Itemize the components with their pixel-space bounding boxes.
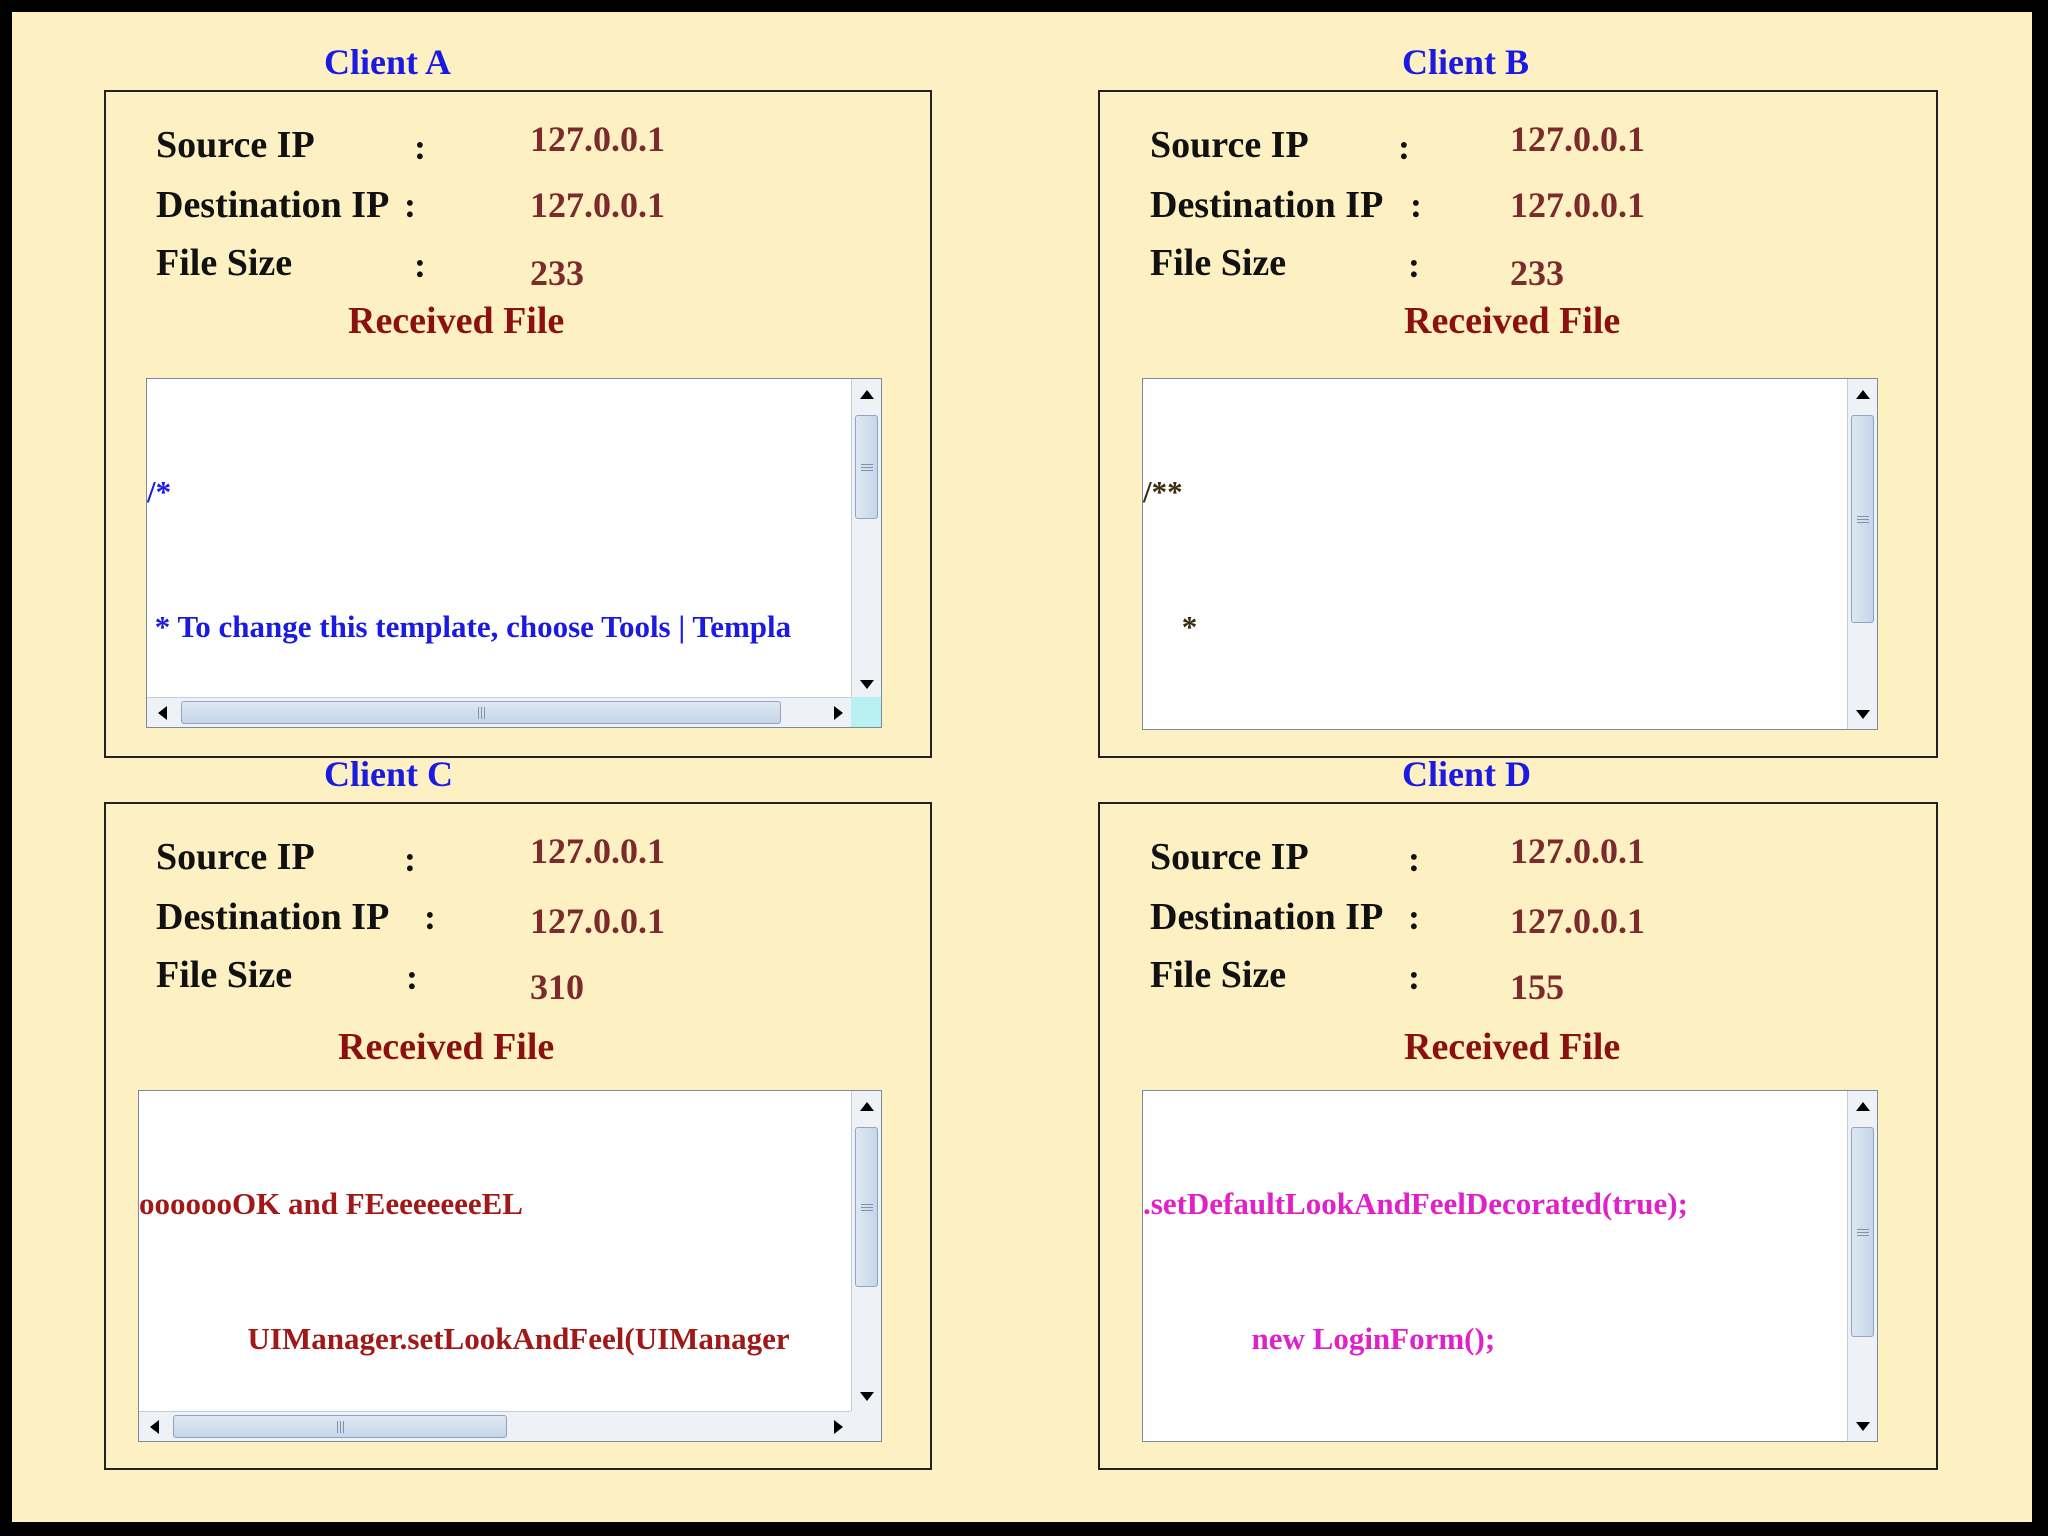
arrow-down-icon	[860, 680, 874, 689]
client-c-panel	[104, 802, 932, 1470]
scroll-corner	[851, 697, 881, 727]
scroll-up-button[interactable]	[852, 379, 882, 409]
vertical-scrollbar[interactable]	[851, 1091, 881, 1411]
scroll-left-button[interactable]	[139, 1412, 169, 1442]
received-file-content	[147, 379, 791, 728]
grip-icon	[1857, 516, 1869, 523]
arrow-down-icon	[1856, 710, 1870, 719]
grip-icon	[337, 1421, 344, 1433]
vertical-scroll-thumb[interactable]	[855, 415, 878, 519]
destination-ip-label: Destination IP	[1150, 896, 1384, 938]
source-ip-colon: :	[1398, 127, 1410, 167]
code-line: new LoginForm();	[1143, 1321, 1496, 1356]
client-d-title: Client D	[1402, 754, 1531, 794]
scroll-down-button[interactable]	[852, 1381, 882, 1411]
code-line: /*	[147, 474, 172, 509]
horizontal-scrollbar[interactable]	[139, 1411, 853, 1441]
source-ip-colon: :	[404, 839, 416, 879]
arrow-right-icon	[834, 706, 843, 720]
main-window	[12, 12, 2032, 1522]
file-size-colon: :	[414, 245, 426, 285]
scroll-up-button[interactable]	[1848, 379, 1878, 409]
received-file-content	[1143, 379, 1779, 730]
code-line: .setDefaultLookAndFeelDecorated(true);	[1143, 1186, 1688, 1221]
grip-icon	[1857, 1229, 1869, 1236]
file-size-value: 310	[530, 967, 584, 1007]
destination-ip-value: 127.0.0.1	[1510, 901, 1645, 941]
source-ip-colon: :	[414, 127, 426, 167]
destination-ip-colon: :	[404, 185, 416, 225]
received-file-label: Received File	[348, 300, 565, 342]
vertical-scroll-thumb[interactable]	[855, 1127, 878, 1287]
horizontal-scroll-thumb[interactable]	[173, 1415, 507, 1438]
scroll-right-button[interactable]	[823, 698, 853, 728]
file-size-value: 233	[530, 253, 584, 293]
received-file-textarea[interactable]	[1142, 1090, 1878, 1442]
destination-ip-colon: :	[424, 897, 436, 937]
arrow-left-icon	[158, 706, 167, 720]
destination-ip-value: 127.0.0.1	[1510, 185, 1645, 225]
destination-ip-label: Destination IP	[1150, 184, 1384, 226]
file-size-label: File Size	[156, 954, 293, 996]
file-size-label: File Size	[1150, 954, 1287, 996]
client-c-title: Client C	[324, 754, 453, 794]
arrow-up-icon	[860, 1102, 874, 1111]
client-a-title: Client A	[324, 42, 452, 82]
received-file-label: Received File	[1404, 1026, 1621, 1068]
scroll-right-button[interactable]	[823, 1412, 853, 1442]
received-file-textarea[interactable]	[146, 378, 882, 728]
vertical-scrollbar[interactable]	[851, 379, 881, 699]
scroll-up-button[interactable]	[1848, 1091, 1878, 1121]
client-a-panel	[104, 90, 932, 758]
source-ip-label: Source IP	[156, 836, 315, 878]
received-file-content	[1143, 1091, 1688, 1442]
received-file-textarea[interactable]	[1142, 378, 1878, 730]
source-ip-value: 127.0.0.1	[1510, 831, 1645, 871]
arrow-down-icon	[860, 1392, 874, 1401]
horizontal-scrollbar[interactable]	[147, 697, 853, 727]
code-line: ooooooOK and FEeeeeeeeEL	[139, 1186, 523, 1221]
grip-icon	[861, 1204, 873, 1211]
client-d-panel	[1098, 802, 1938, 1470]
received-file-content	[139, 1091, 797, 1442]
file-size-colon: :	[1408, 245, 1420, 285]
source-ip-label: Source IP	[1150, 836, 1309, 878]
arrow-up-icon	[1856, 1102, 1870, 1111]
received-file-label: Received File	[1404, 300, 1621, 342]
scroll-corner	[851, 1411, 881, 1441]
code-line: * To change this template, choose Tools | Templa	[147, 609, 792, 644]
file-size-colon: :	[1408, 957, 1420, 997]
destination-ip-label: Destination IP	[156, 896, 390, 938]
arrow-up-icon	[860, 390, 874, 399]
file-size-value: 233	[1510, 253, 1564, 293]
scroll-down-button[interactable]	[852, 669, 882, 699]
grip-icon	[478, 707, 485, 719]
source-ip-label: Source IP	[156, 124, 315, 166]
destination-ip-colon: :	[1408, 897, 1420, 937]
scroll-left-button[interactable]	[147, 698, 177, 728]
destination-ip-label: Destination IP	[156, 184, 390, 226]
destination-ip-value: 127.0.0.1	[530, 901, 665, 941]
code-line: UIManager.setLookAndFeel(UIManager	[139, 1321, 790, 1356]
received-file-textarea[interactable]	[138, 1090, 882, 1442]
source-ip-value: 127.0.0.1	[1510, 119, 1645, 159]
arrow-left-icon	[150, 1420, 159, 1434]
source-ip-colon: :	[1408, 839, 1420, 879]
source-ip-label: Source IP	[1150, 124, 1309, 166]
arrow-right-icon	[834, 1420, 843, 1434]
file-size-value: 155	[1510, 967, 1564, 1007]
arrow-down-icon	[1856, 1422, 1870, 1431]
destination-ip-colon: :	[1410, 185, 1422, 225]
source-ip-value: 127.0.0.1	[530, 831, 665, 871]
client-b-panel	[1098, 90, 1938, 758]
code-line: *	[1143, 609, 1198, 644]
scroll-down-button[interactable]	[1848, 1411, 1878, 1441]
vertical-scrollbar[interactable]	[1847, 1091, 1877, 1441]
horizontal-scroll-thumb[interactable]	[181, 701, 781, 724]
scroll-up-button[interactable]	[852, 1091, 882, 1121]
arrow-up-icon	[1856, 390, 1870, 399]
vertical-scrollbar[interactable]	[1847, 379, 1877, 729]
source-ip-value: 127.0.0.1	[530, 119, 665, 159]
vertical-scroll-thumb[interactable]	[1851, 415, 1874, 623]
received-file-label: Received File	[338, 1026, 555, 1068]
scroll-down-button[interactable]	[1848, 699, 1878, 729]
file-size-label: File Size	[156, 242, 293, 284]
destination-ip-value: 127.0.0.1	[530, 185, 665, 225]
file-size-colon: :	[406, 957, 418, 997]
grip-icon	[861, 464, 873, 471]
file-size-label: File Size	[1150, 242, 1287, 284]
vertical-scroll-thumb[interactable]	[1851, 1127, 1874, 1337]
client-b-title: Client B	[1402, 42, 1530, 82]
code-line: /**	[1143, 474, 1183, 509]
